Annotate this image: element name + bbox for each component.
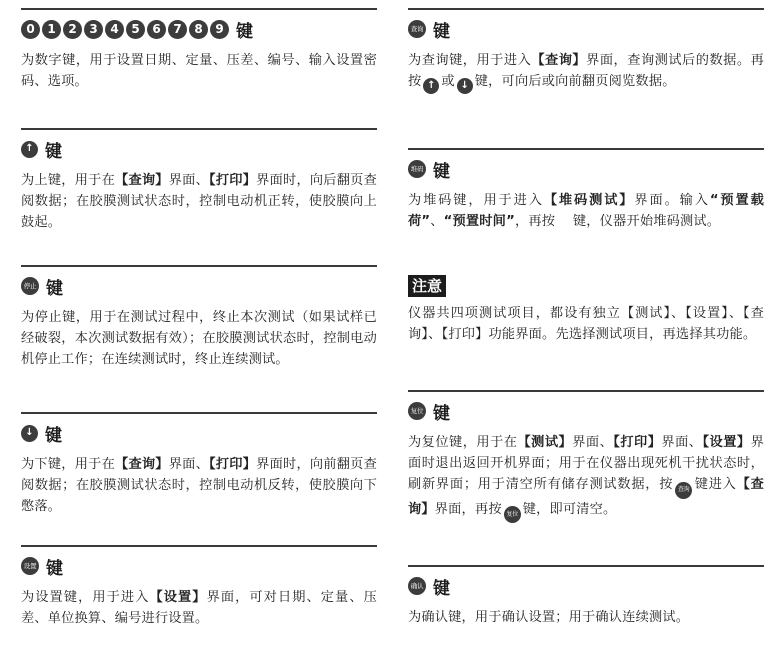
section-heading bbox=[21, 275, 377, 297]
digit-0-key-icon: 0 bbox=[21, 20, 40, 39]
section-divider bbox=[21, 545, 377, 547]
digit-1-key-icon: 1 bbox=[42, 20, 61, 39]
note-label: 注意 bbox=[408, 275, 446, 297]
section-divider bbox=[21, 128, 377, 130]
section-heading bbox=[21, 138, 377, 160]
section-up-key bbox=[21, 128, 377, 233]
query-key-icon: 查询 bbox=[408, 20, 426, 38]
key-title: 键 bbox=[45, 425, 62, 446]
key-title: 键 bbox=[45, 141, 62, 162]
section-stack-key bbox=[408, 148, 764, 232]
stack-key-icon: 堆码 bbox=[408, 160, 426, 178]
digit-5-key-icon: 5 bbox=[126, 20, 145, 39]
section-heading bbox=[408, 400, 764, 422]
reset-key-icon: 复位 bbox=[408, 402, 426, 420]
digit-3-key-icon: 3 bbox=[84, 20, 103, 39]
settings-key-icon: 设置 bbox=[21, 557, 39, 575]
stack-key-description: 为堆码键，用于进入【堆码测试】界面。输入“预置载荷”、“预置时间”，再按 键，仪器开始堆码测试。 bbox=[408, 193, 765, 229]
section-divider bbox=[21, 265, 377, 267]
section-reset-key bbox=[408, 390, 764, 523]
key-title: 键 bbox=[433, 578, 450, 599]
section-heading bbox=[408, 575, 764, 597]
up-arrow-key-icon: ↑ bbox=[21, 141, 38, 158]
key-title: 键 bbox=[433, 403, 450, 424]
digit-8-key-icon: 8 bbox=[189, 20, 208, 39]
reset-key-description: 为复位键，用于在【测试】界面、【打印】界面、【设置】界面时退出返回开机界面；用于在仪器出现死机干扰状态时，刷新界面；用于清空所有储存测试数据，按 查询 键进入【查询】界面，再按 复位 键，即可清空。 bbox=[408, 432, 764, 523]
key-title: 键 bbox=[433, 161, 450, 182]
section-heading bbox=[21, 555, 377, 577]
up-arrow-key-icon: ↑ bbox=[423, 78, 439, 94]
digit-9-key-icon: 9 bbox=[210, 20, 229, 39]
section-settings-key bbox=[21, 545, 377, 629]
section-confirm-key bbox=[408, 565, 764, 628]
section-divider bbox=[21, 412, 377, 414]
digit-4-key-icon: 4 bbox=[105, 20, 124, 39]
section-heading bbox=[21, 18, 377, 40]
section-heading bbox=[21, 422, 377, 444]
key-title: 键 bbox=[46, 558, 63, 579]
confirm-key-icon: 确认 bbox=[408, 577, 426, 595]
section-divider bbox=[408, 148, 764, 150]
section-divider bbox=[21, 8, 377, 10]
digit-7-key-icon: 7 bbox=[168, 20, 187, 39]
query-key-description: 为查询键，用于进入【查询】界面，查询测试后的数据。再按 ↑ 或 ↓ 键，可向后或向前翻页阅览数据。 bbox=[408, 50, 764, 94]
digit-2-key-icon: 2 bbox=[63, 20, 82, 39]
section-heading bbox=[408, 158, 764, 180]
down-key-description: 为下键，用于在【查询】界面、【打印】界面时，向前翻页查阅数据；在胶膜测试状态时，控制电动机反转，使胶膜向下憋落。 bbox=[21, 457, 377, 514]
down-arrow-key-icon: ↓ bbox=[457, 78, 473, 94]
note-description: 仪器共四项测试项目，都设有独立【测试】、【设置】、【查询】、【打印】功能界面。先选择测试项目，再选择其功能。 bbox=[408, 306, 764, 342]
query-key-icon: 查询 bbox=[675, 482, 692, 499]
section-down-key bbox=[21, 412, 377, 517]
stop-key-description: 为停止键，用于在测试过程中，终止本次测试（如果试样已经破裂，本次测试数据有效）；在胶膜测试状态时，控制电动机停止工作；在连续测试时，终止连续测试。 bbox=[21, 310, 377, 367]
section-digit-keys bbox=[21, 8, 377, 92]
section-note bbox=[408, 275, 764, 345]
section-heading bbox=[408, 18, 764, 40]
key-title: 键 bbox=[236, 21, 253, 42]
section-divider bbox=[408, 8, 764, 10]
key-title: 键 bbox=[433, 21, 450, 42]
stop-key-icon: 停止 bbox=[21, 277, 39, 295]
section-query-key bbox=[408, 8, 764, 94]
down-arrow-key-icon: ↓ bbox=[21, 425, 38, 442]
up-key-description: 为上键，用于在【查询】界面、【打印】界面时，向后翻页查阅数据；在胶膜测试状态时，控制电动机正转，使胶膜向上鼓起。 bbox=[21, 173, 377, 230]
section-divider bbox=[408, 565, 764, 567]
key-title: 键 bbox=[46, 278, 63, 299]
digit-6-key-icon: 6 bbox=[147, 20, 166, 39]
settings-key-description: 为设置键，用于进入【设置】界面，可对日期、定量、压差、单位换算、编号进行设置。 bbox=[21, 590, 377, 626]
confirm-key-description: 为确认键，用于确认设置；用于确认连续测试。 bbox=[408, 610, 690, 625]
digit-keys-description: 为数字键，用于设置日期、定量、压差、编号、输入设置密码、选项。 bbox=[21, 53, 377, 89]
section-stop-key bbox=[21, 265, 377, 370]
section-divider bbox=[408, 390, 764, 392]
digit-key-icons bbox=[21, 20, 229, 39]
reset-key-icon: 复位 bbox=[504, 506, 521, 523]
